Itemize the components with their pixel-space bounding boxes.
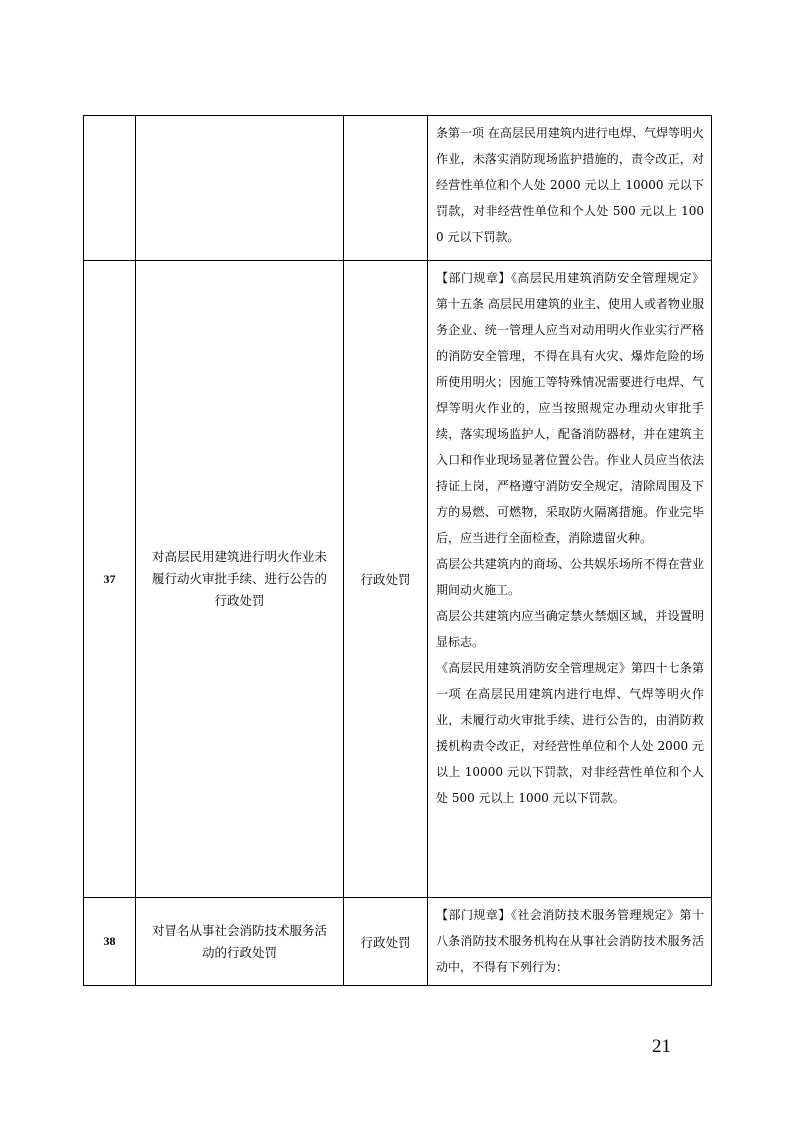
item-type [344,116,428,261]
row-number [84,116,136,261]
basis-paragraph: 高层公共建筑内的商场、公共娱乐场所不得在营业期间动火施工。 [436,557,704,597]
item-name: 对高层民用建筑进行明火作业未履行动火审批手续、进行公告的行政处罚 [136,261,344,898]
page-number: 21 [652,1036,671,1057]
legal-basis [428,898,712,986]
row-number: 37 [84,261,136,898]
item-type: 行政处罚 [344,898,428,986]
basis-paragraph: 【部门规章】《社会消防技术服务管理规定》第十八条消防技术服务机构在从事社会消防技术服务活动中，不得有下列行为： [436,908,704,974]
basis-paragraph: 【部门规章】《高层民用建筑消防安全管理规定》第十五条 高层民用建筑的业主、使用人或者物业服务企业、统一管理人应当对动用明火作业实行严格的消防安全管理，不得在具有火灾、爆炸危险的场所使用明火；因施工等特殊情况需要进行电焊、气焊等明火作业的，应当按照规定办理动火审批手续，落实现场监护人，配备消防器材，并在建筑主入口和作业现场显著位置公告。作业人员应当依法持证上岗，严格遵守消防安全规定，清除周围及下方的易燃、可燃物，采取防火隔离措施。作业完毕后，应当进行全面检查，消除遗留火种。 [436,271,704,545]
basis-paragraph: 条第一项 在高层民用建筑内进行电焊、气焊等明火作业，未落实消防现场监护措施的，责令改正，对经营性单位和个人处 2000 元以上 10000 元以下罚款，对非经营性单位和个人处 500 元以上 1000 元以下罚款。 [436,126,704,244]
basis-paragraph: 《高层民用建筑消防安全管理规定》第四十七条第一项 在高层民用建筑内进行电焊、气焊等明火作业，未履行动火审批手续、进行公告的，由消防救援机构责令改正，对经营性单位和个人处 2000 元以上 10000 元以下罚款，对非经营性单位和个人处 500 元以上 1000 元以下罚款。 [436,661,704,805]
item-name [136,116,344,261]
basis-paragraph: 高层公共建筑内应当确定禁火禁烟区域，并设置明显标志。 [436,609,704,649]
legal-basis [428,116,712,261]
row-number: 38 [84,898,136,986]
legal-basis [428,261,712,898]
table-row [84,898,712,986]
item-type: 行政处罚 [344,261,428,898]
table-row [84,261,712,898]
item-name: 对冒名从事社会消防技术服务活动的行政处罚 [136,898,344,986]
enforcement-table [83,115,712,986]
table-row [84,116,712,261]
